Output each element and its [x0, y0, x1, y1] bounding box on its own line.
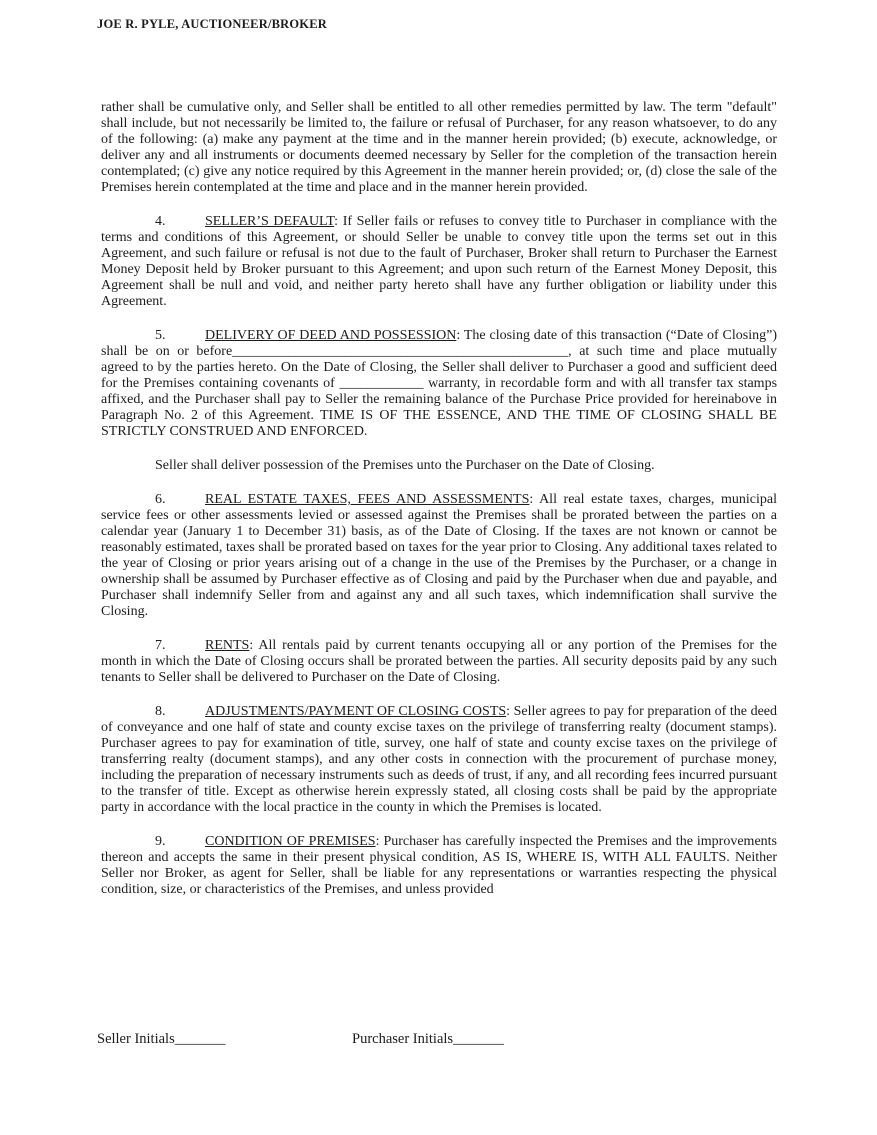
section-heading: SELLER’S DEFAULT: [205, 214, 335, 229]
section-sellers-default: [101, 214, 777, 310]
section-heading: REAL ESTATE TAXES, FEES AND ASSESSMENTS: [205, 492, 530, 507]
paragraph-text: rather shall be cumulative only, and Seller shall be entitled to all other remedies permitted by law. The term "default" shall include, but not necessarily be limited to, the failure or refusal of Purchaser, for any reason whatsoever, to do any of the following: (a) make any payment at the time and in the manner herein provided; (b) execute, acknowledge, or deliver any and all instruments or documents deemed necessary by Seller for the completion of the transaction herein contemplated; (c) give any notice required by this Agreement in the manner herein provided; or, (d) close the sale of the Premises herein contemplated at the time and place and in the manner herein provided.: [101, 100, 777, 195]
section-text: : All rentals paid by current tenants occupying all or any portion of the Premises for the month in which the Date of Closing occurs shall be prorated between the parties. All security deposits paid by any such tenants to Seller shall be delivered to Purchaser on the Date of Closing.: [101, 638, 777, 685]
section-heading: RENTS: [205, 638, 250, 653]
broker-header: JOE R. PYLE, AUCTIONEER/BROKER: [97, 17, 327, 31]
section-text: : Purchaser has carefully inspected the Premises and the improvements thereon and accepts the same in their present physical condition, AS IS, WHERE IS, WITH ALL FAULTS. Neither Seller nor Broker, as agent for Seller, shall be liable for any representations or warranties respecting the physical condition, size, or characteristics of the Premises, and unless provided: [101, 834, 778, 897]
section-condition-of-premises: [101, 834, 777, 898]
section-number: 4.: [155, 214, 166, 229]
section-text: warranty, in recordable form and with all transfer tax stamps affixed, and the Purchaser shall pay to Seller the remaining balance of the Purchase Price provided for hereinabove in Paragraph No. 2 of this Agreement. TIME IS OF THE ESSENCE, AND THE TIME OF CLOSING SHALL BE STRICTLY CONSTRUED AND ENFORCED.: [101, 376, 778, 439]
purchaser-initials-line: [352, 1031, 504, 1048]
purchaser-initials-label: Purchaser Initials: [352, 1031, 454, 1047]
section-text: : All real estate taxes, charges, municipal service fees or other assessments levied or assessed against the Premises shall be prorated between the parties on a calendar year (January 1 to December 31) basis, as of the Date of Closing. If the taxes are not known or cannot be reasonably estimated, taxes shall be prorated based on taxes for the year prior to Closing. Any additional taxes related to the year of Closing or prior years arising out of a change in the use of the Premises by the Purchaser, or a change in ownership shall be assumed by Purchaser effective as of Closing and paid by the Purchaser when due and payable, and Purchaser shall indemnify Seller from and against any and all such taxes, which indemnification shall survive the Closing.: [101, 492, 777, 619]
section-text: , at such time and place mutually agreed to by the parties hereto. On the Date of Closing, the Seller shall deliver to Purchaser a good and sufficient deed for the Premises containing covenants of: [101, 344, 777, 391]
warranty-type-blank: ____________: [339, 376, 424, 391]
section-number: 5.: [155, 328, 166, 343]
section-heading: ADJUSTMENTS/PAYMENT OF CLOSING COSTS: [205, 704, 507, 719]
section-closing-costs: [101, 704, 777, 816]
section-text: : Seller agrees to pay for preparation of the deed of conveyance and one half of state and county excise taxes on the privilege of transferring realty (document stamps). Purchaser agrees to pay for examination of title, survey, one half of state and county excise taxes on the privilege of transferring realty (document stamps), and any other costs in connection with the procurement of purchase money, including the preparation of necessary instruments such as deeds of trust, if any, and all recording fees incurred pursuant to the transfer of title. Except as otherwise herein expressly stated, all closing costs shall be paid by the appropriate party in accordance with the local practice in the county in which the Premises is located.: [101, 704, 777, 815]
contract-body: [101, 100, 777, 898]
seller-initials-line: [97, 1031, 225, 1048]
section-text: : If Seller fails or refuses to convey title to Purchaser in compliance with the terms and conditions of this Agreement, or should Seller be unable to convey title upon the terms set out in this Agreement, and such failure or refusal is not due to the fault of Purchaser, Broker shall return to Purchaser the Earnest Money Deposit held by Broker pursuant to this Agreement; and upon such return of the Earnest Money Deposit, this Agreement shall be null and void, and neither party hereto shall have any further obligation or liability under this Agreement.: [101, 214, 777, 309]
section-number: 9.: [155, 834, 166, 849]
section-heading: DELIVERY OF DEED AND POSSESSION: [205, 328, 457, 343]
section-heading: CONDITION OF PREMISES: [205, 834, 376, 849]
seller-initials-blank: _______: [174, 1031, 226, 1047]
section-number: 7.: [155, 638, 166, 653]
closing-date-blank: ________________________________________________: [232, 344, 569, 359]
seller-initials-label: Seller Initials: [97, 1031, 175, 1047]
section-real-estate-taxes: [101, 492, 777, 620]
section-delivery-of-deed: [101, 328, 777, 440]
paragraph-text: Seller shall deliver possession of the Premises unto the Purchaser on the Date of Closing.: [155, 458, 655, 473]
section-rents: [101, 638, 777, 686]
section-number: 6.: [155, 492, 166, 507]
possession-paragraph: [101, 458, 777, 474]
purchaser-initials-blank: _______: [453, 1031, 504, 1047]
default-remedies-paragraph: [101, 100, 777, 196]
section-number: 8.: [155, 704, 166, 719]
section-text: : The closing date of this transaction (“Date of Closing”) shall be on or before: [101, 328, 777, 359]
